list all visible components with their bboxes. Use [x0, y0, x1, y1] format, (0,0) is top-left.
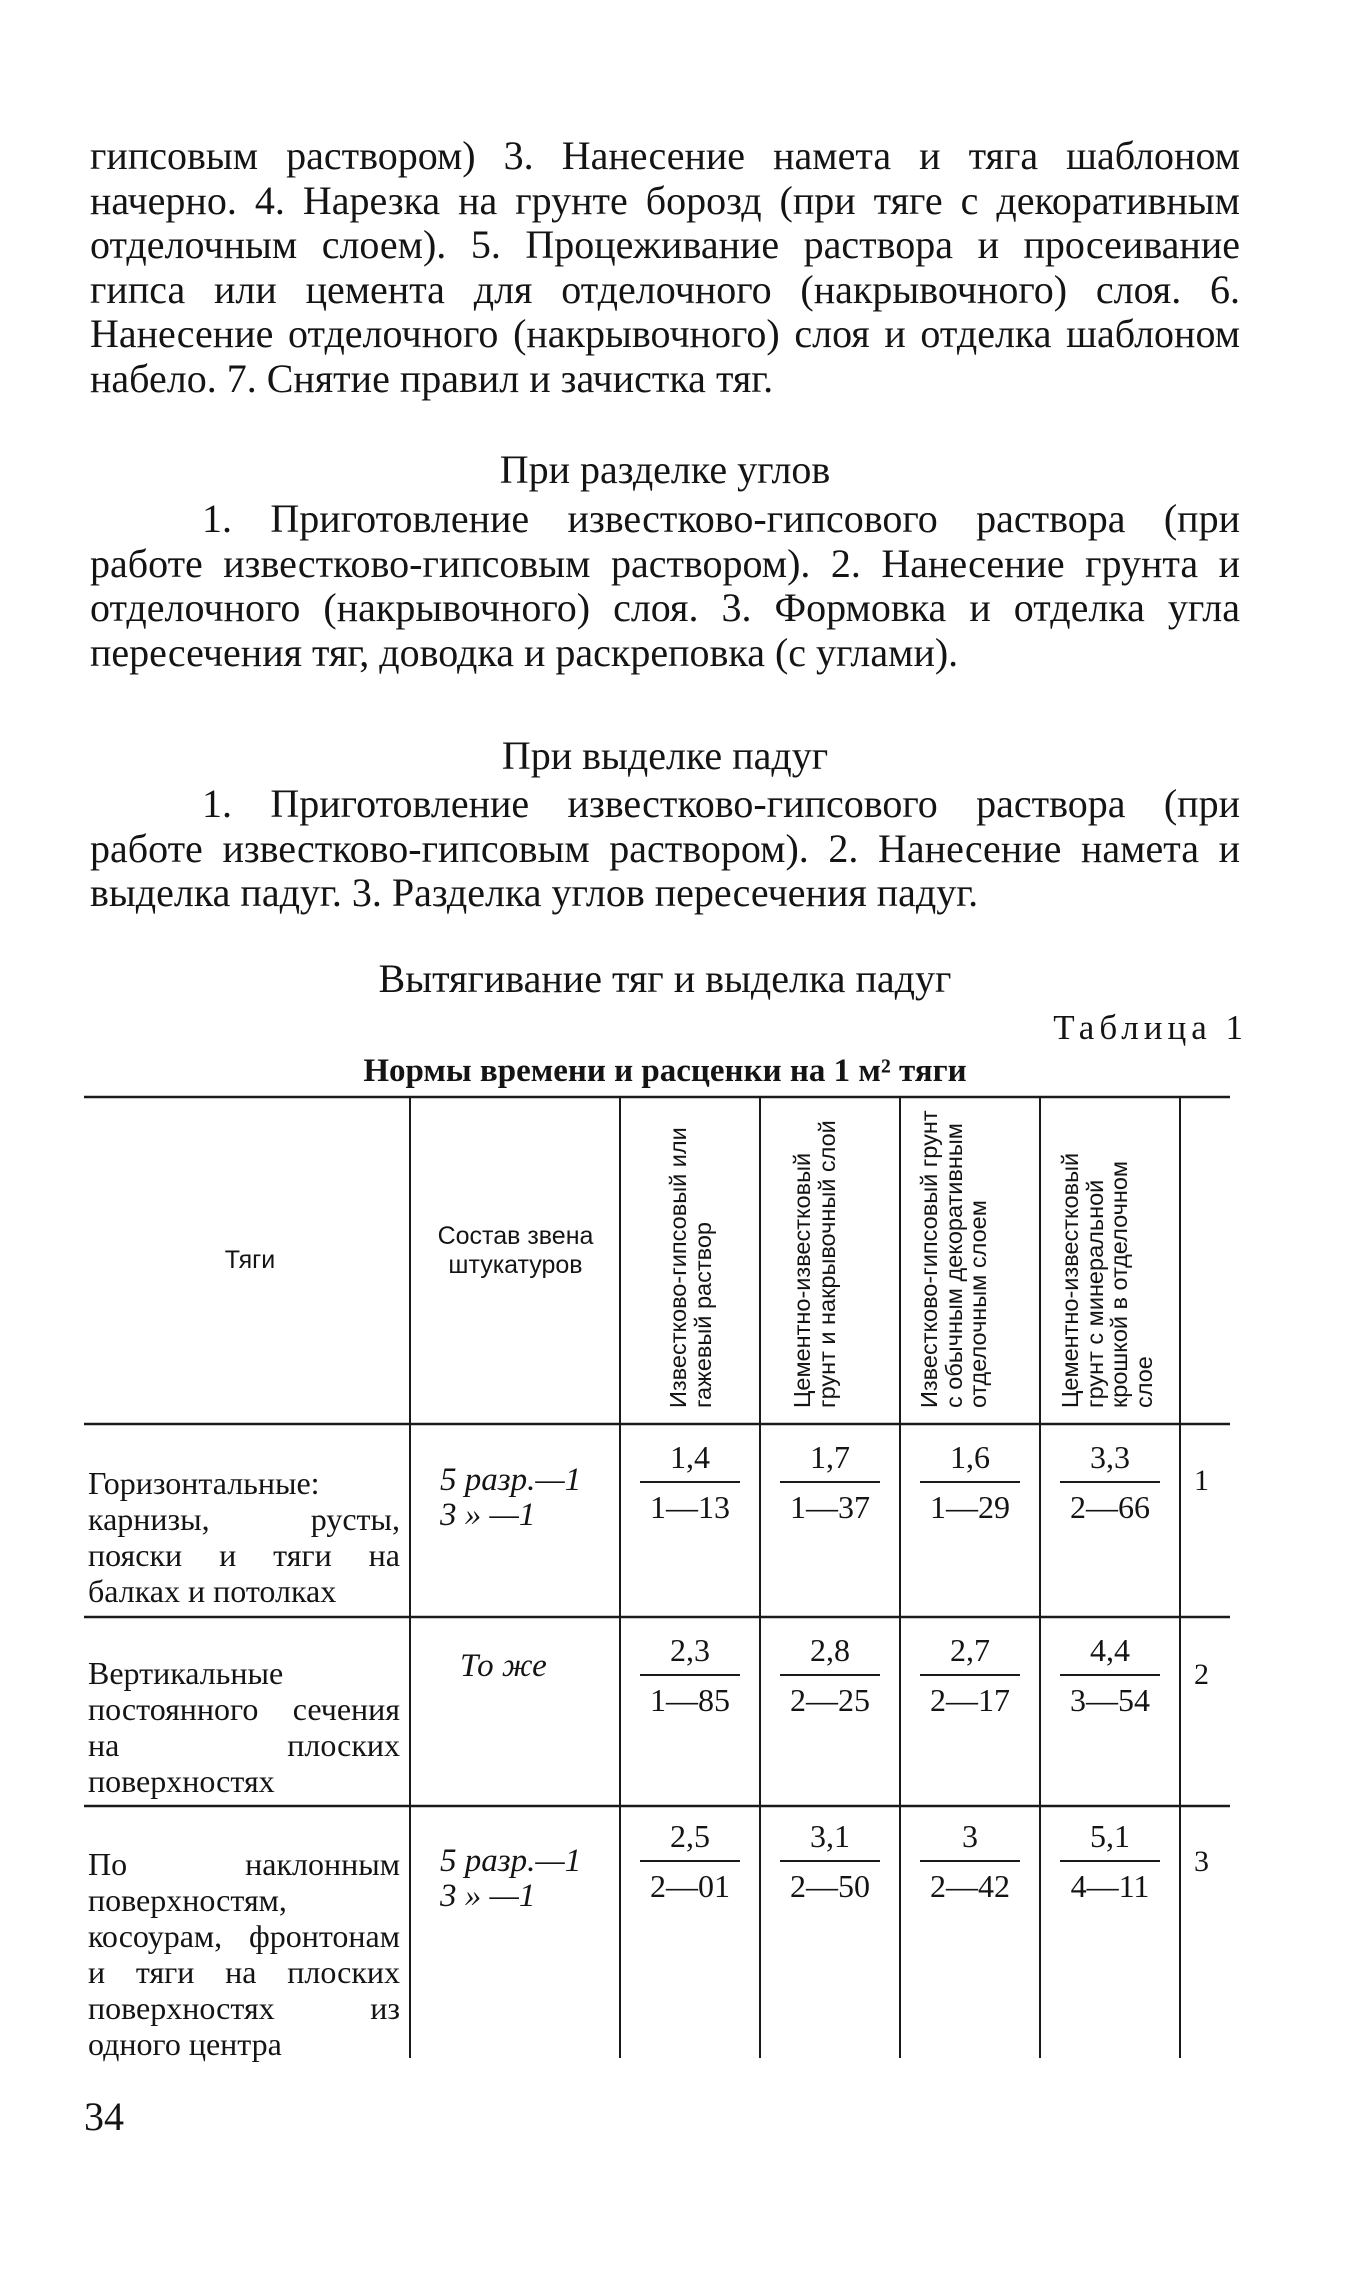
row-index: 3: [1194, 1845, 1209, 1878]
row-crew-2: То же: [460, 1648, 547, 1684]
row-name-horizontal: Горизонтальные: карнизы, русты, пояски и тяги на балках и потолках: [88, 1465, 400, 1609]
table-section-title: Вытягивание тяг и выделка падуг: [378, 956, 952, 1001]
rate-cell: 3,3 2—66: [1041, 1437, 1179, 1527]
paragraph-paduga: 1. Приготовление известково-гипсового раствора (при работе известково-гипсовым раствором). 2. Нанесение намета и выделка падуг. 3. Разделка углов пересечения падуг.: [90, 781, 1240, 915]
header-cement-lime-ground: Цементно-известковый грунт и накрывочный слой: [789, 1120, 840, 1408]
row-index: 2: [1194, 1658, 1209, 1691]
rate-cell: 2,7 2—17: [901, 1630, 1039, 1720]
rate-cell: 3 2—42: [901, 1816, 1039, 1906]
rate-cell: 1,7 1—37: [761, 1437, 899, 1527]
rate-cell: 1,4 1—13: [621, 1437, 759, 1527]
rate-cell: 2,3 1—85: [621, 1630, 759, 1720]
section-heading-corners: При разделке углов: [499, 447, 831, 492]
page-number: 34: [84, 2094, 124, 2139]
header-cement-lime-mineral: Цементно-известковый грунт с минеральной крошкой в отделочном слое: [1057, 1152, 1157, 1408]
header-lime-gypsum-mortar: Известково-гипсовый или гажевый раствор: [665, 1127, 716, 1408]
row-crew-1-line1: 5 разр.—1: [440, 1462, 582, 1498]
row-index: 1: [1194, 1464, 1209, 1497]
rate-cell: 2,5 2—01: [621, 1816, 759, 1906]
header-tyagi: Тяги: [224, 1246, 276, 1274]
table-number-label: Таблица 1: [1053, 1008, 1248, 1047]
row-name-inclined: По наклонным поверхностям, косоурам, фронтонам и тяги на плоских поверхностях из одного центра: [88, 1846, 400, 2062]
rate-cell: 2,8 2—25: [761, 1630, 899, 1720]
row-crew-3-line2: 3 » —1: [440, 1878, 536, 1914]
rate-cell: 4,4 3—54: [1041, 1630, 1179, 1720]
header-crew: Состав звена штукатуров: [437, 1222, 594, 1279]
row-name-vertical: Вертикальные постоянного сечения на плоских поверхностях: [88, 1655, 400, 1799]
table-caption: Нормы времени и расценки на 1 м² тяги: [363, 1053, 967, 1089]
header-lime-gypsum-decorative: Известково-гипсовый грунт с обычным декоративным отделочным слоем: [916, 1110, 991, 1408]
paragraph-corners: 1. Приготовление известково-гипсового раствора (при работе известково-гипсовым раствором). 2. Нанесение грунта и отделочного (накрывочного) слоя. 3. Формовка и отделка угла пересечения тяг, доводка и раскреповка (с углами).: [90, 496, 1240, 675]
rate-cell: 3,1 2—50: [761, 1816, 899, 1906]
row-crew-1-line2: 3 » —1: [440, 1497, 536, 1533]
rate-cell: 1,6 1—29: [901, 1437, 1039, 1527]
paragraph-procedure-continued: гипсовым раствором) 3. Нанесение намета и тяга шаблоном начерно. 4. Нарезка на грунте борозд (при тяге с декоративным отделочным слоем). 5. Процеживание раствора и просеивание гипса или цемента для отделочного (накрывочного) слоя. 6. Нанесение отделочного (накрывочного) слоя и отделка шаблоном набело. 7. Снятие правил и зачистка тяг.: [90, 133, 1240, 401]
row-crew-3-line1: 5 разр.—1: [440, 1843, 582, 1879]
rate-cell: 5,1 4—11: [1041, 1816, 1179, 1906]
section-heading-paduga: При выделке падуг: [501, 733, 829, 778]
